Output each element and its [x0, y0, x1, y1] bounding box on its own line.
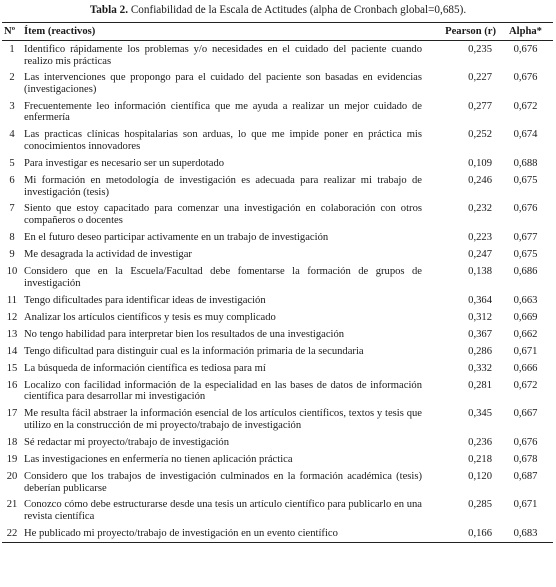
- row-pearson-value: 0,286: [468, 345, 492, 357]
- row-alpha-value: 0,678: [513, 453, 538, 465]
- row-number: 7: [9, 203, 15, 215]
- row-item-text: Las investigaciones en enfermería no tienen aplicación práctica: [24, 453, 293, 465]
- row-number: 1: [9, 44, 15, 55]
- row-alpha-value: 0,676: [513, 436, 538, 448]
- table-row: [2, 98, 553, 127]
- table-row: [2, 263, 553, 292]
- row-item-text: Identifico rápidamente los problemas y/o necesidades en el cuidado del paciente cuando realizo mis prácticas: [24, 44, 422, 67]
- row-number: 12: [6, 311, 18, 323]
- row-pearson-value: 0,138: [468, 266, 492, 278]
- row-number: 14: [6, 345, 18, 357]
- row-pearson-value: 0,227: [468, 72, 492, 84]
- row-pearson-value: 0,236: [468, 436, 492, 448]
- row-item-text: Conozco cómo debe estructurarse desde una tesis un artículo científico para publicarlo en una revista científica: [24, 499, 422, 523]
- caption-text: Confiabilidad de la Escala de Actitudes (alpha de Cronbach global=0,685).: [128, 4, 467, 16]
- row-item-text: Analizar los artículos científicos y tesis es muy complicado: [24, 311, 276, 323]
- row-number: 2: [9, 72, 15, 84]
- row-alpha-value: 0,667: [513, 408, 538, 420]
- row-item-text: He publicado mi proyecto/trabajo de investigación en un evento científico: [24, 528, 338, 540]
- row-pearson-value: 0,345: [468, 408, 492, 420]
- row-number: 4: [9, 129, 15, 141]
- row-number: 16: [6, 379, 18, 391]
- table-row: [2, 292, 553, 309]
- row-pearson-value: 0,285: [468, 499, 492, 511]
- table-row: [2, 126, 553, 155]
- table-row: [2, 172, 553, 201]
- table-row: [2, 155, 553, 172]
- row-alpha-value: 0,686: [513, 266, 538, 278]
- table-row: [2, 525, 553, 542]
- row-pearson-value: 0,246: [468, 174, 492, 186]
- row-pearson-value: 0,332: [468, 362, 492, 374]
- row-item-text: No tengo habilidad para interpretar bien los resultados de una investigación: [24, 328, 345, 340]
- row-number: 17: [6, 408, 18, 420]
- row-number: 6: [9, 174, 15, 186]
- row-item-text: Mi formación en metodología de investigación es adecuada para realizar mi trabajo de investigación (tesis): [24, 174, 422, 198]
- row-pearson-value: 0,232: [468, 203, 492, 215]
- table-row: [2, 360, 553, 377]
- header-alpha: Alpha*: [509, 25, 542, 37]
- header-row: [2, 23, 553, 41]
- row-alpha-value: 0,669: [513, 311, 538, 323]
- row-number: 18: [6, 436, 18, 448]
- row-item-text: Me desagrada la actividad de investigar: [24, 249, 192, 261]
- table-row: [2, 468, 553, 497]
- table-header: [2, 23, 553, 41]
- row-alpha-value: 0,676: [513, 203, 538, 215]
- row-item-text: En el futuro deseo participar activamente en un trabajo de investigación: [24, 232, 329, 244]
- table-row: [2, 246, 553, 263]
- row-alpha-value: 0,663: [513, 294, 538, 306]
- row-item-text: La búsqueda de información científica es tediosa para mí: [24, 362, 266, 374]
- row-number: 15: [6, 362, 18, 374]
- row-alpha-value: 0,662: [513, 328, 538, 340]
- row-alpha-value: 0,671: [513, 345, 538, 357]
- row-number: 19: [6, 453, 18, 465]
- row-item-text: Considero que en la Escuela/Facultad debe fomentarse la formación de grupos de investigación: [24, 266, 422, 289]
- table-row: [2, 496, 553, 525]
- row-pearson-value: 0,223: [468, 232, 492, 244]
- row-alpha-value: 0,688: [513, 157, 538, 169]
- row-alpha-value: 0,671: [513, 499, 538, 511]
- row-alpha-value: 0,674: [513, 129, 538, 141]
- table-row: [2, 326, 553, 343]
- row-number: 5: [9, 157, 15, 169]
- table-row: [2, 41, 553, 70]
- row-item-text: Las intervenciones que propongo para el cuidado del paciente son basadas en evidencias (investigaciones): [24, 72, 422, 95]
- row-pearson-value: 0,367: [468, 328, 492, 340]
- row-alpha-value: 0,683: [513, 528, 538, 540]
- row-pearson-value: 0,364: [468, 294, 492, 306]
- row-pearson-value: 0,252: [468, 129, 492, 141]
- row-number: 20: [6, 470, 18, 482]
- row-number: 3: [9, 100, 15, 112]
- row-alpha-value: 0,676: [513, 72, 538, 84]
- table-row: [2, 309, 553, 326]
- row-pearson-value: 0,109: [468, 157, 492, 169]
- row-pearson-value: 0,218: [468, 453, 492, 465]
- row-pearson-value: 0,312: [468, 311, 492, 323]
- row-item-text: Tengo dificultad para distinguir cual es la información primaria de la secundaria: [24, 345, 364, 357]
- row-number: 13: [6, 328, 18, 340]
- table-caption: [0, 3, 556, 17]
- row-pearson-value: 0,166: [468, 528, 492, 540]
- row-item-text: Considero que los trabajos de investigación culminados en la formación académica (tesis) deberían publicarse: [24, 470, 422, 494]
- table-row: [2, 229, 553, 246]
- row-item-text: Me resulta fácil abstraer la información esencial de los artículos científicos, textos y tesis que utilizo en la construcción de mi proyecto/trabajo de investigación: [24, 408, 422, 432]
- row-pearson-value: 0,281: [468, 379, 492, 391]
- row-item-text: Siento que estoy capacitado para comenzar una investigación en colaboración con otros compañeros o docentes: [24, 203, 422, 227]
- row-alpha-value: 0,675: [513, 249, 538, 261]
- caption-label: Tabla 2.: [89, 4, 129, 16]
- row-number: 22: [6, 528, 18, 540]
- row-alpha-value: 0,677: [513, 232, 538, 244]
- row-alpha-value: 0,672: [513, 100, 538, 112]
- header-pearson: Pearson (r): [445, 25, 496, 37]
- row-alpha-value: 0,675: [513, 174, 538, 186]
- row-number: 10: [6, 266, 18, 278]
- header-number: Nº: [4, 25, 16, 37]
- table-row: [2, 405, 553, 434]
- table-body: [2, 41, 553, 543]
- row-item-text: Frecuentemente leo información científica que me ayuda a realizar un mejor cuidado de enfermería: [24, 100, 422, 124]
- row-item-text: Tengo dificultades para identificar ideas de investigación: [24, 294, 266, 306]
- table-row: [2, 434, 553, 451]
- row-number: 9: [9, 249, 15, 261]
- row-item-text: Localizo con facilidad información de la especialidad en las bases de datos de información científica para desarrollar mi investigación: [24, 379, 422, 403]
- row-item-text: Las practicas clínicas hospitalarias son arduas, lo que me impide poner en práctica mis conocimientos innovadores: [24, 129, 422, 153]
- reliability-table: [2, 22, 553, 543]
- header-item: Ítem (reactivos): [24, 25, 96, 37]
- table-row: [2, 69, 553, 98]
- row-pearson-value: 0,120: [468, 470, 492, 482]
- row-pearson-value: 0,235: [468, 44, 492, 55]
- row-alpha-value: 0,676: [513, 44, 538, 55]
- row-pearson-value: 0,277: [468, 100, 492, 112]
- row-number: 21: [6, 499, 18, 511]
- row-alpha-value: 0,672: [513, 379, 538, 391]
- row-item-text: Sé redactar mi proyecto/trabajo de investigación: [24, 436, 230, 448]
- row-number: 11: [6, 294, 18, 306]
- row-alpha-value: 0,666: [513, 362, 538, 374]
- row-pearson-value: 0,247: [468, 249, 492, 261]
- table-row: [2, 451, 553, 468]
- table-row: [2, 200, 553, 229]
- row-number: 8: [9, 232, 15, 244]
- row-item-text: Para investigar es necesario ser un superdotado: [24, 157, 225, 169]
- row-alpha-value: 0,687: [513, 470, 538, 482]
- table-row: [2, 377, 553, 406]
- table-row: [2, 343, 553, 360]
